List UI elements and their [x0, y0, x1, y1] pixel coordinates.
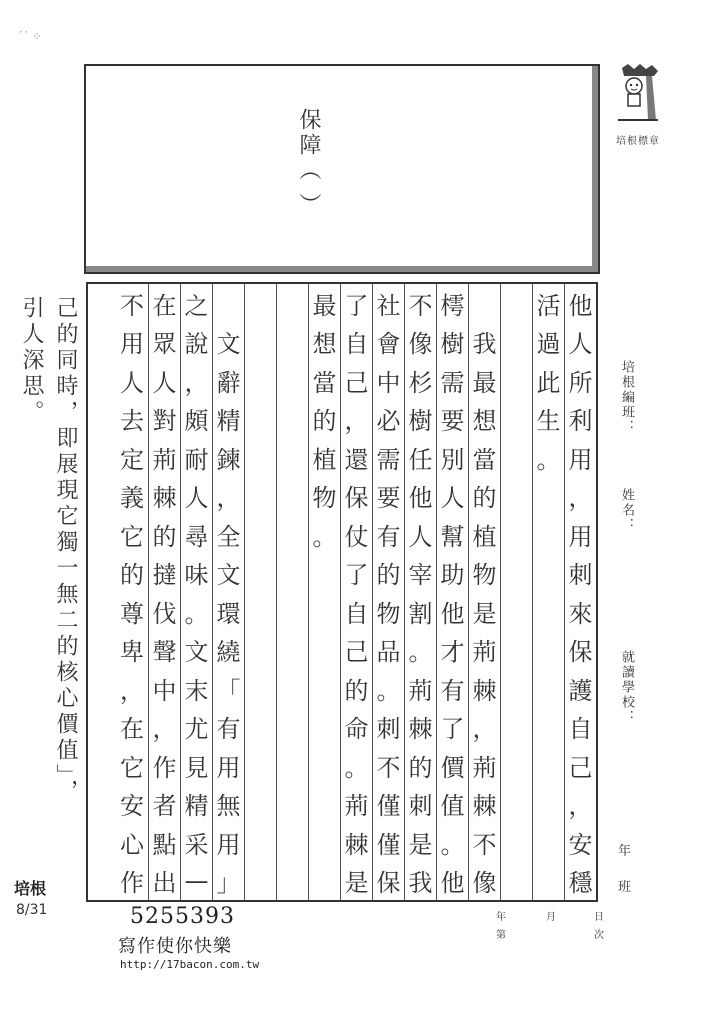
grid-cell: 人 [568, 330, 593, 359]
class-unit-label: 班 [618, 880, 632, 895]
grid-cell: 安 [568, 830, 593, 859]
cartoon-child-on-tree-icon [614, 62, 662, 122]
grid-cell: 精 [184, 792, 209, 821]
grade-label: 年 [618, 844, 632, 859]
grid-cell [501, 438, 532, 477]
grid-cell [501, 669, 532, 708]
grid-column [564, 284, 596, 900]
grid-cell [277, 669, 308, 708]
grid-cell: 在 [120, 715, 144, 744]
grid-cell [277, 708, 308, 747]
writing-grid [86, 282, 598, 902]
grid-cell [245, 361, 276, 400]
grid-cell [501, 631, 532, 670]
grid-cell: 來 [568, 599, 593, 628]
grid-cell: 別 [440, 445, 465, 474]
grid-column [276, 284, 308, 900]
grid-cell: 了 [344, 291, 369, 320]
grid-cell: 品 [376, 638, 401, 667]
grid-cell: 者 [152, 792, 177, 821]
grid-cell [277, 477, 308, 516]
grid-cell: 自 [568, 715, 593, 744]
footer-slogan: 寫作使你快樂 [118, 936, 232, 957]
grid-cell [501, 361, 532, 400]
grid-cell: 尤 [184, 715, 209, 744]
grid-cell: 作 [120, 869, 144, 898]
grid-cell [501, 746, 532, 785]
grid-cell: 棘 [472, 792, 497, 821]
grid-cell: 己 [568, 753, 593, 782]
grid-cell: 宰 [408, 561, 433, 590]
grid-cell: 我 [472, 330, 497, 359]
date-month-label: 月 [546, 912, 556, 923]
grid-cell: 用 [120, 330, 144, 359]
grid-cell [245, 592, 276, 631]
grid-column [468, 284, 500, 900]
grid-cell: 棘 [344, 830, 369, 859]
grid-cell: 幫 [440, 522, 465, 551]
grid-cell [245, 515, 276, 554]
grid-cell: 人 [408, 522, 433, 551]
grid-cell: 尊 [120, 599, 144, 628]
grid-cell: 鍊 [216, 445, 241, 474]
grid-cell: 它 [120, 522, 144, 551]
grid-cell [213, 284, 244, 323]
grid-cell: 用 [216, 830, 241, 859]
grid-cell: 荊 [472, 638, 497, 667]
grid-column [180, 284, 212, 900]
grid-column [500, 284, 532, 900]
grid-cell: 末 [184, 676, 209, 705]
grid-cell [501, 708, 532, 747]
teacher-seal: 培根 [14, 879, 47, 898]
grid-cell: 對 [152, 407, 177, 436]
grid-cell: 文 [184, 638, 209, 667]
grid-cell: 物 [376, 599, 401, 628]
grid-cell: 生 [536, 407, 561, 436]
grid-cell: 荊 [152, 445, 177, 474]
grid-cell: 樹 [440, 330, 465, 359]
grid-cell: 見 [184, 753, 209, 782]
grid-cell: 物 [312, 484, 337, 513]
grid-cell: 作 [152, 753, 177, 782]
grid-cell [245, 631, 276, 670]
grid-cell: 想 [312, 330, 337, 359]
grid-cell: 想 [472, 407, 497, 436]
grid-cell [277, 284, 308, 323]
grid-cell: 。 [312, 522, 337, 551]
grid-cell: 他 [440, 869, 465, 898]
grid-cell [309, 785, 340, 824]
grid-cell: 棘 [152, 484, 177, 513]
name-label: 姓名： [619, 488, 634, 533]
grid-cell: 去 [120, 407, 144, 436]
grid-cell: 味 [184, 561, 209, 590]
grid-cell [469, 284, 500, 323]
grid-column [212, 284, 244, 900]
grid-cell [309, 631, 340, 670]
grid-cell: 采 [184, 830, 209, 859]
grid-cell: ， [568, 484, 593, 513]
grid-cell [309, 669, 340, 708]
grid-cell: ， [568, 792, 593, 821]
grid-cell [533, 823, 564, 862]
grid-cell: 所 [568, 368, 593, 397]
grid-cell [245, 323, 276, 362]
grid-cell: 刺 [408, 792, 433, 821]
grid-cell: 要 [376, 484, 401, 513]
school-label: 就讀學校： [619, 650, 634, 725]
grid-cell: ， [344, 407, 369, 436]
grid-cell: 中 [376, 368, 401, 397]
grid-cell [277, 400, 308, 439]
teacher-comment-line: 己的同時，即展現它獨一無二的核心價值」， [53, 296, 78, 805]
grid-cell: 義 [120, 484, 144, 513]
grid-column [372, 284, 404, 900]
grid-cell: 。 [344, 753, 369, 782]
grid-cell: 需 [376, 445, 401, 474]
grid-cell: 還 [344, 445, 369, 474]
grid-cell: 物 [472, 561, 497, 590]
grid-cell: ， [152, 715, 177, 744]
grid-cell: 說 [184, 330, 209, 359]
grid-cell: 了 [344, 561, 369, 590]
grid-cell: 」 [216, 869, 241, 898]
grid-cell: 。 [440, 830, 465, 859]
grid-cell: 之 [184, 291, 209, 320]
grid-cell: 頗 [184, 407, 209, 436]
grid-cell [277, 323, 308, 362]
grid-cell: 點 [152, 830, 177, 859]
grid-cell: 是 [344, 869, 369, 898]
date-year-label: 年 [496, 912, 506, 923]
grid-cell: 最 [472, 368, 497, 397]
grid-cell: 助 [440, 561, 465, 590]
grid-cell [533, 631, 564, 670]
grid-cell: 的 [120, 561, 144, 590]
grid-cell [277, 361, 308, 400]
grid-cell [245, 708, 276, 747]
grid-cell: 用 [568, 522, 593, 551]
grid-column [404, 284, 436, 900]
grid-cell: 仗 [344, 522, 369, 551]
grid-cell: 樹 [408, 407, 433, 436]
footer-url: http://17bacon.com.tw [120, 958, 260, 971]
grid-cell [309, 554, 340, 593]
grid-cell [309, 592, 340, 631]
grid-cell [277, 438, 308, 477]
grid-column [436, 284, 468, 900]
grid-cell: 割 [408, 599, 433, 628]
grid-cell [501, 515, 532, 554]
grid-cell [277, 631, 308, 670]
grid-cell: 有 [216, 715, 241, 744]
grid-cell: 樗 [440, 291, 465, 320]
grid-cell: 命 [344, 715, 369, 744]
grid-cell [277, 785, 308, 824]
grid-cell: 尋 [184, 522, 209, 551]
grid-cell [533, 746, 564, 785]
grid-cell: 繞 [216, 638, 241, 667]
grid-cell: 文 [216, 561, 241, 590]
grid-cell: ， [184, 368, 209, 397]
grid-cell: 撻 [152, 561, 177, 590]
grid-cell: 護 [568, 676, 593, 705]
grid-cell: 當 [312, 368, 337, 397]
grid-cell: 不 [376, 753, 401, 782]
grid-cell [501, 592, 532, 631]
grid-cell [245, 554, 276, 593]
grid-cell: 有 [376, 522, 401, 551]
grid-cell: 在 [152, 291, 177, 320]
grid-cell: ， [120, 676, 144, 705]
grid-cell: 聲 [152, 638, 177, 667]
grid-cell: 像 [472, 869, 497, 898]
grid-column [532, 284, 564, 900]
grid-cell [533, 515, 564, 554]
grid-cell: 保 [568, 638, 593, 667]
feedback-note: 保障（ ） [296, 108, 321, 218]
grid-cell: 保 [376, 869, 401, 898]
grid-cell [245, 400, 276, 439]
grid-cell: 利 [568, 407, 593, 436]
grid-cell: 了 [440, 715, 465, 744]
grid-cell: 中 [152, 676, 177, 705]
date-day-label: 日 [594, 912, 604, 923]
footer-phone: 5255393 [130, 904, 235, 929]
grid-cell [533, 862, 564, 901]
grid-cell: 全 [216, 522, 241, 551]
grid-cell: 棘 [472, 676, 497, 705]
grid-cell: 的 [152, 522, 177, 551]
grid-cell: 他 [440, 599, 465, 628]
grid-cell: 自 [344, 330, 369, 359]
grid-cell: 卑 [120, 638, 144, 667]
grid-cell [277, 823, 308, 862]
grid-cell [309, 823, 340, 862]
date-times-label: 次 [594, 930, 604, 941]
grid-cell: 耐 [184, 445, 209, 474]
grid-cell: 杉 [408, 368, 433, 397]
grid-cell [245, 823, 276, 862]
grid-cell: 才 [440, 638, 465, 667]
grid-cell [501, 323, 532, 362]
grid-cell: 眾 [152, 330, 177, 359]
grid-cell: 不 [472, 830, 497, 859]
grid-cell: 環 [216, 599, 241, 628]
grid-cell: 「 [216, 676, 241, 705]
grid-cell: 刺 [568, 561, 593, 590]
grid-cell: 穩 [568, 869, 593, 898]
grid-cell: 自 [344, 599, 369, 628]
grid-cell [501, 284, 532, 323]
grid-cell [533, 592, 564, 631]
grid-cell: 像 [408, 330, 433, 359]
grid-cell [501, 477, 532, 516]
grid-cell: 社 [376, 291, 401, 320]
grid-cell: 任 [408, 445, 433, 474]
grid-cell [533, 669, 564, 708]
grid-cell: 定 [120, 445, 144, 474]
grid-cell [277, 862, 308, 901]
grid-cell [245, 477, 276, 516]
grid-cell: 必 [376, 407, 401, 436]
grid-cell: 己 [344, 638, 369, 667]
grid-cell: 辭 [216, 368, 241, 397]
grid-cell [501, 823, 532, 862]
grid-cell: 。 [536, 445, 561, 474]
grid-cell: 人 [440, 484, 465, 513]
feedback-box-shadow [86, 66, 598, 272]
grid-cell: 荊 [408, 676, 433, 705]
stamp-label: 培根標章 [616, 136, 660, 147]
feedback-box [84, 64, 600, 274]
grid-cell: 價 [440, 753, 465, 782]
grid-cell: 的 [408, 753, 433, 782]
grid-cell: 無 [216, 792, 241, 821]
grid-cell [533, 477, 564, 516]
grid-cell: 此 [536, 368, 561, 397]
grid-cell: 是 [472, 599, 497, 628]
grid-cell [245, 438, 276, 477]
grid-cell: 人 [184, 484, 209, 513]
class-label: 培根編班： [619, 360, 634, 435]
grid-cell [245, 284, 276, 323]
grid-cell: 是 [408, 830, 433, 859]
grid-cell: 最 [312, 291, 337, 320]
grid-cell: 出 [152, 869, 177, 898]
grid-cell: 我 [408, 869, 433, 898]
grid-cell [533, 708, 564, 747]
grid-cell: 己 [344, 368, 369, 397]
grid-cell [501, 862, 532, 901]
grid-cell [309, 746, 340, 785]
grid-cell [245, 785, 276, 824]
grid-cell: 僅 [376, 830, 401, 859]
grid-cell: 植 [312, 445, 337, 474]
date-ordinal-label: 第 [496, 930, 506, 941]
grid-cell: 人 [152, 368, 177, 397]
grid-cell: 荊 [344, 792, 369, 821]
grid-cell: 的 [344, 676, 369, 705]
grid-column [116, 284, 148, 900]
grid-cell: 。 [184, 599, 209, 628]
grid-cell: 。 [376, 676, 401, 705]
grid-cell: 棘 [408, 715, 433, 744]
grid-cell: 當 [472, 445, 497, 474]
grid-cell: 人 [120, 368, 144, 397]
grid-cell: ， [216, 484, 241, 513]
seal-date: 8/31 [16, 902, 48, 918]
grid-cell: 文 [216, 330, 241, 359]
grid-cell: 它 [120, 753, 144, 782]
grid-cell: 的 [376, 561, 401, 590]
grid-cell: 要 [440, 407, 465, 436]
grid-cell: 精 [216, 407, 241, 436]
grid-cell [277, 746, 308, 785]
grid-cell [533, 785, 564, 824]
grid-cell: 活 [536, 291, 561, 320]
scan-speck: ˙˙ ⁘ [18, 30, 42, 43]
grid-cell: 不 [408, 291, 433, 320]
grid-cell: 用 [568, 445, 593, 474]
grid-cell: 需 [440, 368, 465, 397]
grid-column [340, 284, 372, 900]
grid-cell [277, 554, 308, 593]
grid-cell [245, 746, 276, 785]
grid-cell [277, 592, 308, 631]
grid-cell [309, 708, 340, 747]
grid-column [148, 284, 180, 900]
grid-cell [245, 669, 276, 708]
grid-cell: 安 [120, 792, 144, 821]
grid-column [244, 284, 276, 900]
grid-cell: 他 [408, 484, 433, 513]
grid-column [308, 284, 340, 900]
grid-cell: 刺 [376, 715, 401, 744]
grid-cell [501, 400, 532, 439]
grid-cell: 不 [120, 291, 144, 320]
grid-cell [309, 862, 340, 901]
grid-cell: 伐 [152, 599, 177, 628]
teacher-comment-line: 引人深思。 [19, 296, 44, 426]
grid-cell: 。 [408, 638, 433, 667]
grid-cell: ， [472, 715, 497, 744]
grid-cell: 僅 [376, 792, 401, 821]
grid-cell [501, 554, 532, 593]
grid-cell: 心 [120, 830, 144, 859]
grid-cell: 荊 [472, 753, 497, 782]
grid-cell: 用 [216, 753, 241, 782]
grid-cell [501, 785, 532, 824]
grid-cell [245, 862, 276, 901]
grid-cell: 的 [472, 484, 497, 513]
grid-cell: — [184, 866, 209, 895]
grid-cell [533, 554, 564, 593]
grid-cell: 有 [440, 676, 465, 705]
grid-cell: 值 [440, 792, 465, 821]
grid-cell: 會 [376, 330, 401, 359]
grid-cell: 保 [344, 484, 369, 513]
grid-cell [277, 515, 308, 554]
grid-cell: 的 [312, 407, 337, 436]
grid-cell: 他 [568, 291, 593, 320]
grid-cell: 過 [536, 330, 561, 359]
grid-cell: 植 [472, 522, 497, 551]
